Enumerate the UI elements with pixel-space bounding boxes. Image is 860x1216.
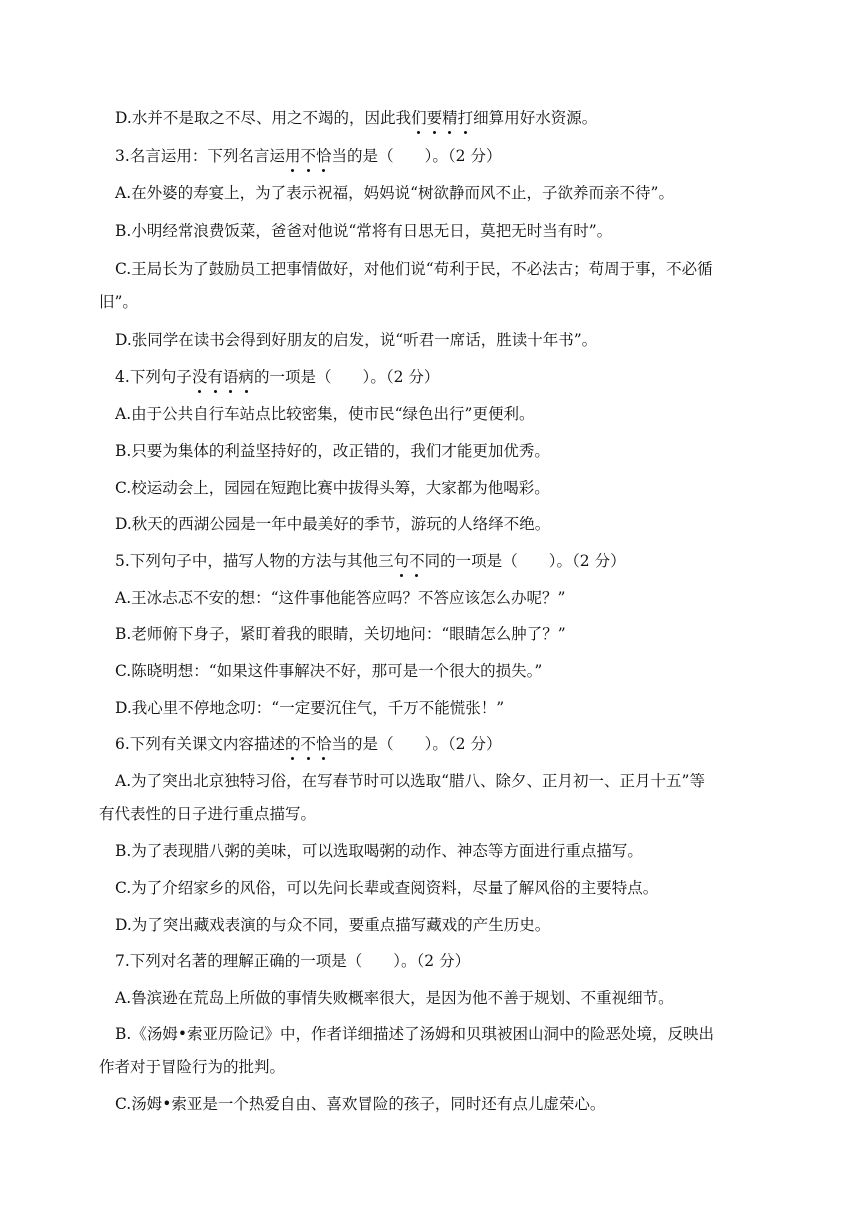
emphasis-dot-char: 恰	[316, 735, 332, 753]
emphasis-dot-char: 打	[457, 109, 474, 127]
emphasis-dot-char: 没	[191, 368, 208, 386]
text-line: 7.下列对名著的理解正确的一项是（ ）。（2 分）	[115, 952, 471, 970]
text-line: D.张同学在读书会得到好朋友的启发，说“听君一席话，胜读十年书”。	[115, 331, 598, 349]
text-line: B.为了表现腊八粥的美味，可以选取喝粥的动作、神态等方面进行重点描写。	[115, 842, 643, 860]
emphasis-dot-char: 精	[442, 109, 458, 127]
emphasis-dot-char: 不	[300, 735, 316, 753]
text-line: 6.下列有关课文内容描述的不恰当的是（ ）。（2 分）	[115, 735, 502, 753]
text-line: B.只要为集体的利益坚持好的，改正错的，我们才能更加优秀。	[115, 442, 550, 460]
text-line: B.《汤姆•索亚历险记》中，作者详细描述了汤姆和贝琪被困山洞中的险恶处境，反映出	[115, 1025, 714, 1043]
emphasis-dot-char: 语	[222, 368, 239, 386]
text-line: C.王局长为了鼓励员工把事情做好，对他们说“苟利于民，不必法古；苟周于事，不必循	[115, 260, 713, 278]
text-line: D.我心里不停地念叨：“一定要沉住气，千万不能慌张！”	[115, 699, 505, 717]
text-line: D.水并不是取之不尽、用之不竭的，因此我们要精打细算用好水资源。	[115, 109, 598, 127]
text-line: C.汤姆•索亚是一个热爱自由、喜欢冒险的孩子，同时还有点儿虚荣心。	[115, 1095, 606, 1113]
text-line: A.王冰忐忑不安的想：“这件事他能答应吗？不答应该怎么办呢？”	[115, 589, 566, 607]
text-line-continuation: 有代表性的日子进行重点描写。	[99, 805, 317, 823]
text-line-continuation: 旧”。	[99, 293, 138, 311]
emphasis-dot-char: 不	[300, 147, 316, 165]
text-line-continuation: 作者对于冒险行为的批判。	[99, 1058, 286, 1076]
text-line: C.陈晓明想：“如果这件事解决不好，那可是一个很大的损失。”	[115, 662, 543, 680]
emphasis-dot-char: 有	[207, 368, 223, 386]
emphasis-dot-char: 病	[238, 368, 254, 386]
emphasis-dot-char: 恰	[316, 147, 332, 165]
emphasis-dot-char: 用	[284, 147, 301, 165]
text-line: A.鲁滨逊在荒岛上所做的事情失败概率很大，是因为他不善于规划、不重视细节。	[115, 989, 674, 1007]
emphasis-dot-char: 句	[393, 552, 410, 570]
text-line: A.在外婆的寿宴上，为了表示祝福，妈妈说“树欲静而风不止，子欲养而亲不待”。	[115, 184, 674, 202]
emphasis-dot-char: 要	[426, 109, 443, 127]
text-line: 4.下列句子没有语病的一项是（ ）。（2 分）	[115, 368, 440, 386]
text-line: 3.名言运用：下列名言运用不恰当的是（ ）。（2 分）	[115, 147, 502, 165]
text-line: 5.下列句子中，描写人物的方法与其他三句不同的一项是（ ）。（2 分）	[115, 552, 626, 570]
text-line: D.为了突出藏戏表演的与众不同，要重点描写藏戏的产生历史。	[115, 916, 551, 934]
emphasis-dot-char: 的	[284, 735, 301, 753]
emphasis-dot-char: 们	[411, 109, 427, 127]
text-line: A.为了突出北京独特习俗，在写春节时可以选取“腊八、除夕、正月初一、正月十五”等	[115, 772, 705, 790]
emphasis-dot-char: 不	[409, 552, 425, 570]
text-line: B.小明经常浪费饭菜，爸爸对他说“常将有日思无日，莫把无时当有时”。	[115, 222, 613, 240]
text-line: D.秋天的西湖公园是一年中最美好的季节，游玩的人络绎不绝。	[115, 515, 551, 533]
text-line: C.为了介绍家乡的风俗，可以先问长辈或查阅资料，尽量了解风俗的主要特点。	[115, 879, 659, 897]
text-line: A.由于公共自行车站点比较密集，使市民“绿色出行”更便利。	[115, 405, 535, 423]
text-line: C.校运动会上，园园在短跑比赛中拔得头筹，大家都为他喝彩。	[115, 479, 550, 497]
text-line: B.老师俯下身子，紧盯着我的眼睛，关切地问：“眼睛怎么肿了？”	[115, 625, 566, 643]
